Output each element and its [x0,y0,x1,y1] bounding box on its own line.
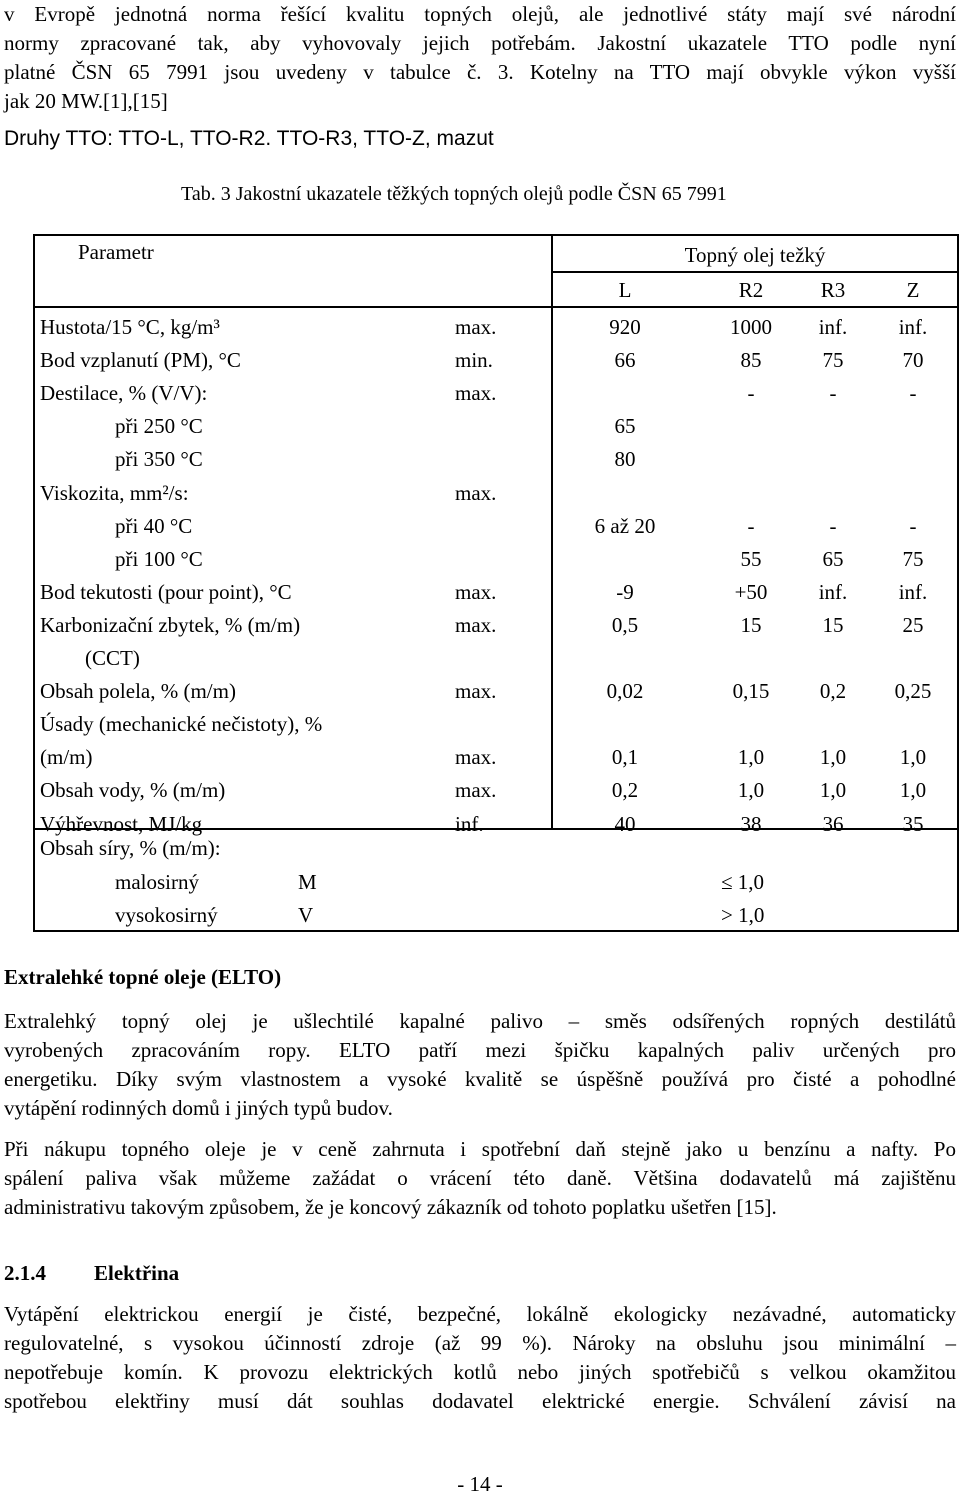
cell-z: 35 [902,811,924,836]
elto-heading: Extralehké topné oleje (ELTO) [4,965,282,989]
row-label: při 350 °C [115,447,203,472]
row-limit: max. [455,480,497,505]
section-line: Vytápění elektrickou energií je čisté, bezpečné, lokálně ekologicky nezávadné, automaticky [4,1302,956,1326]
row-limit: max. [455,612,497,637]
row-label: při 40 °C [115,513,193,538]
cell-z: 0,25 [894,679,932,704]
row-label: Viskozita, mm²/s: [40,480,189,505]
cell-z: - [909,381,917,406]
row-label: Výhřevnost, MJ/kg [40,811,203,836]
cell-r3: 36 [822,811,844,836]
sulfur-row-value: > 1,0 [721,903,765,927]
cell-r3: - [829,381,837,406]
section-number: 2.1.4 [4,1261,46,1285]
row-limit: max. [455,579,497,604]
row-label: Bod tekutosti (pour point), °C [40,579,292,604]
row-label: Destilace, % (V/V): [40,381,208,406]
cell-r2: - [747,381,755,406]
cell-z: 1,0 [899,745,927,770]
cell-z: 70 [902,348,924,373]
page-number: - 14 - [457,1472,503,1496]
section-line: nepotřebuje komín. K provozu elektrických kotlů nebo jiných spotřebičů s velkou okamžitou [4,1360,956,1384]
row-limit: max. [455,745,497,770]
cell-r2: 1,0 [737,745,765,770]
elto-paragraph-2 [4,1135,956,1222]
cell-r3: 0,2 [819,679,847,704]
cell-z: inf. [898,315,928,339]
row-limit: max. [455,778,497,803]
sulfur-label: Obsah síry, % (m/m): [40,836,221,860]
row-label: Karbonizační zbytek, % (m/m) [40,612,301,637]
sulfur-row-value: ≤ 1,0 [721,870,765,894]
quality-table [33,234,959,932]
intro-paragraph [4,0,956,116]
cell-z: 1,0 [899,778,927,803]
header-parameter: Parametr [78,240,154,264]
cell-r3: 1,0 [819,778,847,803]
section-line: regulovatelné, s vysokou účinností zdroje (až 99 %). Nároky na obsluhu jsou minimální – [4,1331,956,1355]
cell-z: 25 [902,612,924,637]
row-limit: max. [455,679,497,704]
table-group-divider [551,234,553,830]
sulfur-row-name: malosirný [115,870,199,894]
cell-z: inf. [898,579,928,604]
header-group: Topný olej težký [684,243,826,267]
cell-z: 75 [902,546,924,571]
intro-line: v Evropě jednotná norma řešící kvalitu topných olejů, ale jednotlivé státy mají své národní [4,2,956,26]
cell-r3: 75 [822,348,844,373]
cell-r2: 0,15 [732,679,770,704]
intro-line: jak 20 MW.[1],[15] [4,89,168,113]
section-paragraph [4,1300,956,1416]
elto-line: vyrobených zpracováním ropy. ELTO patří mezi špičku kapalných paliv určených pro [4,1038,956,1062]
cell-r2: - [747,513,755,538]
cell-r3: 15 [822,612,844,637]
cell-r3: - [829,513,837,538]
cell-l: 0,2 [611,778,639,803]
elto-line: administrativu takovým způsobem, že je koncový zákazník od tohoto poplatku ušetřen [15]. [4,1195,777,1219]
cell-l: 65 [614,414,636,439]
row-label: Úsady (mechanické nečistoty), % [40,712,323,737]
row-label: Hustota/15 °C, kg/m³ [40,315,220,339]
cell-l: 0,5 [611,612,639,637]
row-limit: inf. [455,811,484,836]
sulfur-row-name: vysokosirný [115,903,218,927]
cell-r3: 1,0 [819,745,847,770]
section-title: Elektřina [94,1261,180,1285]
row-label: při 100 °C [115,546,203,571]
cell-r2: +50 [734,579,768,604]
cell-l: 0,02 [606,679,644,704]
cell-l: 0,1 [611,745,639,770]
cell-r2: 1,0 [737,778,765,803]
header-col-r2: R2 [738,278,764,302]
row-label: při 250 °C [115,414,203,439]
cell-r3: 65 [822,546,844,571]
elto-line: spálení paliva však můžeme zažádat o vrácení této daně. Většina dodavatelů má zajištěnu [4,1166,956,1190]
cell-l: 920 [609,315,641,339]
cell-r2: 15 [740,612,762,637]
section-line: spotřebou elektřiny musí dát souhlas dodavatel elektrické energie. Schválení závisí na [4,1389,956,1413]
cell-r2: 38 [740,811,762,836]
row-limit: min. [455,348,493,373]
tto-types-line: Druhy TTO: TTO-L, TTO-R2. TTO-R3, TTO-Z, mazut [4,127,494,150]
sulfur-row-code: V [298,903,314,927]
cell-r2: 55 [740,546,762,571]
cell-r3: inf. [818,315,848,339]
cell-r2: 85 [740,348,762,373]
row-limit: max. [455,315,497,339]
row-label: Obsah vody, % (m/m) [40,778,226,803]
sulfur-row-code: M [298,870,317,894]
elto-line: Extralehký topný olej je ušlechtilé kapalné palivo – směs odsířených ropných destilátů [4,1009,956,1033]
cell-z: - [909,513,917,538]
cell-l: 66 [614,348,636,373]
header-col-r3: R3 [820,278,846,302]
cell-l: 40 [614,811,636,836]
row-limit: max. [455,381,497,406]
elto-line: energetiku. Díky svým vlastnostem a vysoké kvalitě se úspěšně používá pro čisté a pohodlné [4,1067,956,1091]
table-caption: Tab. 3 Jakostní ukazatele těžkých topných olejů podle ČSN 65 7991 [181,183,727,205]
row-label: (m/m) [40,745,93,770]
row-label: (CCT) [85,646,140,670]
cell-l: 80 [614,447,636,472]
table-border-top [33,234,959,236]
cell-r3: inf. [818,579,848,604]
header-col-l: L [618,278,632,302]
row-label: Obsah polela, % (m/m) [40,679,236,704]
elto-paragraph-1 [4,1007,956,1123]
cell-l: 6 až 20 [594,513,656,538]
elto-line: vytápění rodinných domů i jiných typů budov. [4,1096,393,1120]
intro-line: platné ČSN 65 7991 jsou uvedeny v tabulce č. 3. Kotelny na TTO mají obvykle výkon vyšší [4,60,956,84]
cell-l: -9 [616,579,634,604]
cell-r2: 1000 [730,315,772,339]
intro-line: normy zpracované tak, aby vyhovovaly jejich potřebám. Jakostní ukazatele TTO podle nyní [4,31,956,55]
row-label: Bod vzplanutí (PM), °C [40,348,241,373]
elto-line: Při nákupu topného oleje je v ceně zahrnuta i spotřební daň stejně jako u benzínu a nafty. Po [4,1137,956,1161]
header-col-z: Z [906,278,920,302]
